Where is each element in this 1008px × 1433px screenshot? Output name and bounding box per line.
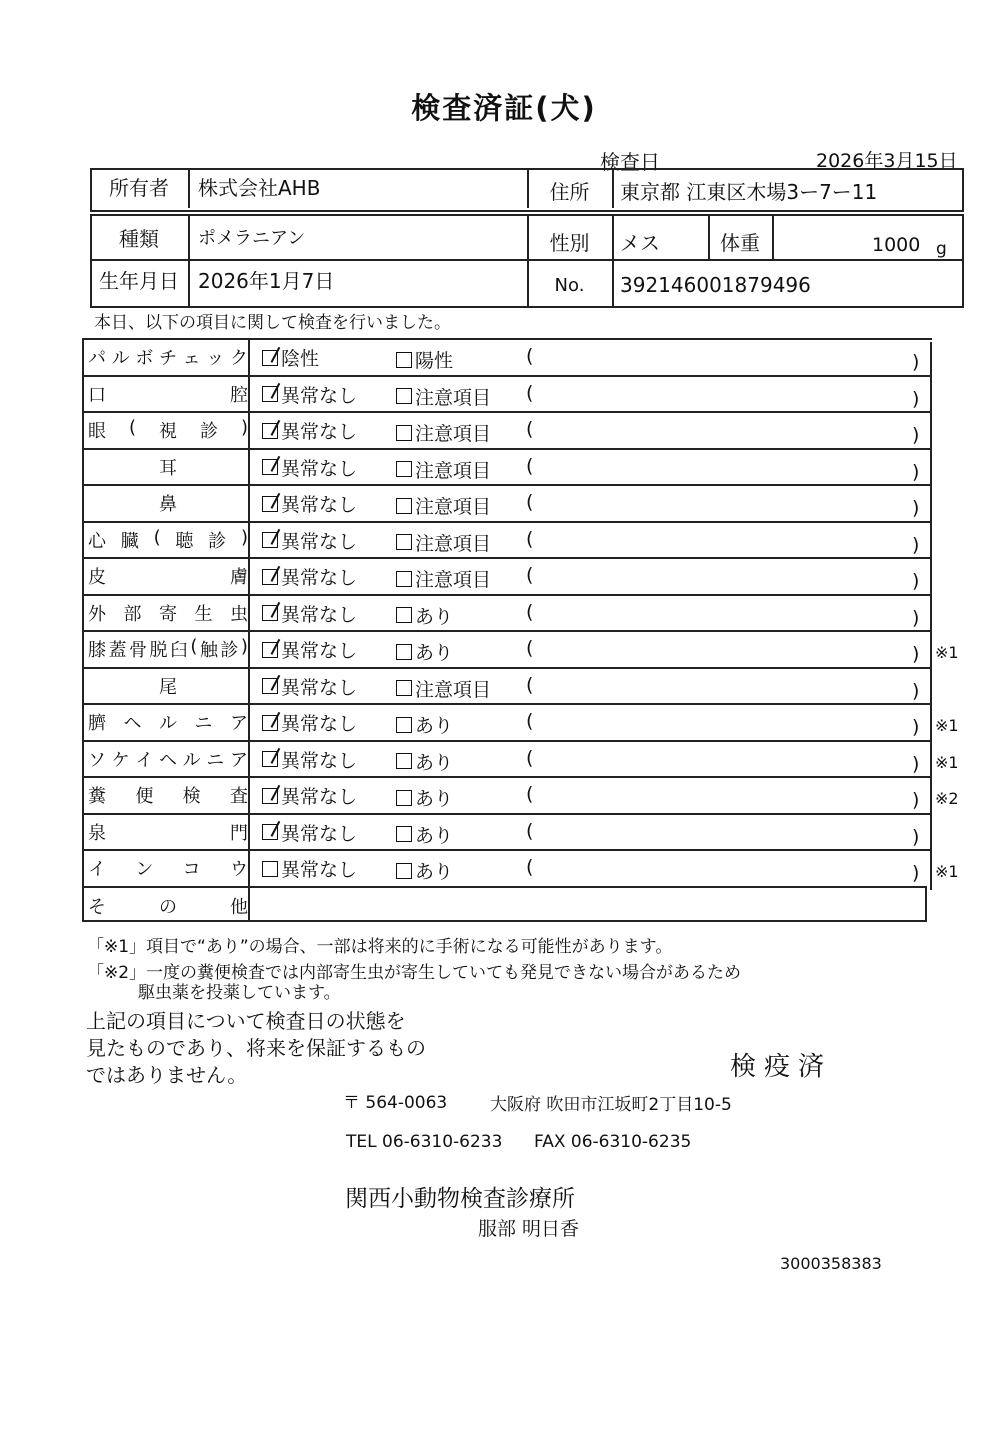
remark-open-paren: (: [526, 819, 534, 842]
checkbox-icon[interactable]: [262, 678, 278, 694]
document-number: 3000358383: [780, 1254, 882, 1273]
disclaimer-line-2: 見たものであり、将来を保証するもの: [86, 1036, 426, 1060]
remark-open-paren: (: [526, 673, 534, 696]
option-abnormal[interactable]: [396, 529, 491, 556]
footnote-1: 「※1」項目で“あり”の場合、一部は将来的に手術になる可能性があります。: [87, 937, 673, 957]
checkbox-icon[interactable]: [396, 863, 412, 879]
inspection-item-label: 膝 蓋 骨 脱 臼 ( 触 診 ): [88, 636, 248, 661]
option-normal-label: 異常なし: [281, 713, 358, 735]
option-abnormal[interactable]: [396, 638, 453, 665]
option-normal[interactable]: [262, 819, 357, 846]
checkbox-icon[interactable]: [396, 534, 412, 550]
checkbox-icon[interactable]: [396, 607, 412, 623]
option-normal[interactable]: [262, 636, 357, 663]
remark-close-paren: ): [912, 533, 920, 556]
checkbox-icon[interactable]: [396, 425, 412, 441]
inspection-date-value: 2026年3月15日: [816, 150, 958, 172]
clinic-address: 大阪府 吹田市江坂町2丁目10-5: [490, 1095, 732, 1115]
sex-value: メス: [620, 230, 660, 255]
doctor-name: 服部 明日香: [478, 1218, 580, 1240]
checkbox-icon[interactable]: [396, 352, 412, 368]
inspection-item-label: パ ル ボ チ ェ ッ ク: [88, 348, 248, 369]
option-abnormal-label: あり: [415, 642, 454, 664]
owner-label: 所有者: [109, 175, 169, 200]
weight-unit: g: [936, 239, 947, 259]
option-normal-label: 異常なし: [281, 640, 358, 662]
number-label: No.: [554, 274, 585, 296]
note-mark: ※1: [935, 752, 959, 772]
option-normal[interactable]: [262, 563, 357, 590]
remark-open-paren: (: [526, 783, 534, 805]
inspection-item-label: 臍 ヘ ル ニ ア: [88, 713, 248, 734]
inspection-item-label: ソ ケ イ ヘ ル ニ ア: [88, 749, 248, 771]
remark-open-paren: (: [526, 710, 534, 732]
option-abnormal[interactable]: [396, 784, 453, 811]
option-normal[interactable]: [262, 381, 357, 408]
remark-open-paren: (: [526, 418, 534, 440]
option-abnormal-label: あり: [415, 715, 454, 737]
option-abnormal-label: 注意項目: [415, 678, 492, 701]
option-abnormal[interactable]: [396, 857, 453, 884]
remark-close-paren: ): [912, 570, 920, 592]
weight-label: 体重: [720, 230, 760, 255]
option-abnormal-label: 注意項目: [415, 569, 492, 591]
inspection-item-label: 鼻: [159, 494, 177, 515]
checkbox-icon[interactable]: [262, 386, 278, 402]
remark-open-paren: (: [526, 491, 534, 513]
option-abnormal[interactable]: [396, 419, 491, 446]
option-normal-label: 異常なし: [281, 494, 358, 516]
checkbox-icon[interactable]: [396, 498, 412, 514]
checkbox-icon[interactable]: [396, 826, 412, 842]
note-mark: ※2: [935, 789, 959, 808]
option-normal[interactable]: [262, 527, 357, 554]
option-normal[interactable]: [262, 600, 357, 627]
remark-close-paren: ): [912, 643, 920, 665]
option-normal-label: 異常なし: [281, 603, 358, 626]
option-abnormal[interactable]: [396, 456, 491, 483]
option-normal-label: 異常なし: [281, 676, 358, 699]
remark-open-paren: (: [526, 564, 534, 586]
option-normal-label: 異常なし: [281, 457, 358, 480]
option-abnormal-label: あり: [415, 751, 454, 774]
remark-close-paren: ): [912, 789, 920, 811]
option-normal-label: 異常なし: [281, 530, 358, 553]
checkbox-icon[interactable]: [262, 350, 278, 366]
weight-value: 1000: [872, 234, 921, 256]
option-abnormal-label: あり: [415, 861, 454, 883]
note-mark: ※1: [935, 862, 959, 881]
checkbox-icon[interactable]: [262, 751, 278, 767]
option-abnormal[interactable]: [396, 565, 491, 592]
inspection-item-label: 耳: [159, 457, 177, 479]
birthdate-label: 生年月日: [99, 268, 179, 293]
remark-close-paren: ): [912, 424, 920, 446]
disclaimer-line-1: 上記の項目について検査日の状態を: [86, 1009, 406, 1033]
inspection-item-label: 泉 門: [88, 822, 248, 844]
option-normal[interactable]: [262, 454, 357, 481]
checkbox-icon[interactable]: [396, 388, 412, 404]
checkbox-icon[interactable]: [396, 753, 412, 769]
option-normal[interactable]: [262, 746, 357, 773]
disclaimer-line-3: ではありません。: [86, 1063, 248, 1087]
remark-close-paren: ): [912, 497, 920, 519]
checkbox-icon[interactable]: [262, 605, 278, 621]
note-mark: ※1: [935, 716, 959, 735]
remark-close-paren: ): [912, 387, 920, 410]
option-normal-label: 異常なし: [281, 421, 358, 443]
option-abnormal-label: 注意項目: [415, 459, 492, 482]
checkbox-icon[interactable]: [396, 717, 412, 733]
inspection-item-label: 外 部 寄 生 虫: [88, 603, 248, 625]
inspection-item-label: 尾: [159, 676, 177, 698]
option-normal[interactable]: [262, 344, 319, 371]
inspection-item-label: 糞 便 検 査: [88, 786, 248, 807]
option-abnormal-label: あり: [415, 605, 454, 628]
postal-code: 〒 564-0063: [343, 1093, 448, 1113]
intro-text: 本日、以下の項目に関して検査を行いました。: [94, 313, 451, 333]
checkbox-icon[interactable]: [262, 496, 278, 512]
option-normal[interactable]: [262, 709, 357, 736]
remark-open-paren: (: [526, 600, 534, 623]
checkbox-icon[interactable]: [396, 571, 412, 587]
address-label: 住所: [549, 179, 590, 204]
remark-close-paren: ): [912, 752, 920, 775]
inspection-item-label: 口 腔: [88, 384, 248, 406]
option-normal-label: 異常なし: [281, 567, 358, 589]
checkbox-icon[interactable]: [262, 532, 278, 548]
remark-open-paren: (: [526, 856, 534, 878]
remark-close-paren: ): [912, 825, 920, 848]
checkbox-icon[interactable]: [262, 642, 278, 658]
option-normal[interactable]: [262, 782, 357, 809]
remark-open-paren: (: [526, 527, 534, 550]
inspection-item-label: 心 臓 ( 聴 診 ): [88, 526, 248, 552]
clinic-name: 関西小動物検査診療所: [345, 1186, 575, 1212]
sex-label: 性別: [549, 230, 590, 255]
option-normal[interactable]: [262, 417, 357, 444]
remark-close-paren: ): [912, 460, 920, 483]
remark-close-paren: ): [912, 679, 920, 702]
option-normal-label: 異常なし: [281, 786, 358, 808]
birthdate-value: 2026年1月7日: [198, 268, 335, 293]
option-abnormal[interactable]: [396, 383, 491, 410]
breed-value: ポメラニアン: [198, 228, 306, 249]
checkbox-icon[interactable]: [262, 459, 278, 475]
checkbox-icon[interactable]: [262, 788, 278, 804]
other-label: そ の 他: [88, 897, 248, 918]
remark-close-paren: ): [912, 716, 920, 738]
option-abnormal[interactable]: [396, 602, 453, 629]
option-normal-label: 異常なし: [281, 749, 358, 772]
checkbox-icon[interactable]: [262, 423, 278, 439]
checkbox-icon[interactable]: [262, 861, 278, 877]
option-normal[interactable]: [262, 855, 357, 882]
option-abnormal-label: あり: [415, 788, 454, 810]
option-abnormal-label: 注意項目: [415, 496, 492, 518]
checkbox-icon[interactable]: [396, 680, 412, 696]
option-abnormal-label: 陽性: [415, 350, 454, 372]
option-abnormal[interactable]: [396, 675, 491, 702]
remark-open-paren: (: [526, 454, 534, 477]
remark-close-paren: ): [912, 351, 920, 373]
checkbox-icon[interactable]: [262, 715, 278, 731]
option-normal-label: 異常なし: [281, 859, 358, 881]
inspection-date-label: 検査日: [600, 150, 660, 174]
remark-open-paren: (: [526, 345, 534, 367]
remark-close-paren: ): [912, 862, 920, 884]
remark-open-paren: (: [526, 746, 534, 769]
option-abnormal-label: 注意項目: [415, 386, 492, 409]
option-abnormal[interactable]: [396, 346, 453, 373]
option-normal-label: 異常なし: [281, 822, 358, 845]
option-abnormal[interactable]: [396, 748, 453, 775]
checkbox-icon[interactable]: [396, 790, 412, 806]
option-abnormal-label: 注意項目: [415, 423, 492, 445]
remark-close-paren: ): [912, 606, 920, 629]
owner-value: 株式会社AHB: [198, 175, 321, 200]
inspection-item-label: イ ン コ ウ: [88, 859, 248, 880]
option-abnormal-label: あり: [415, 824, 454, 847]
clinic-tel: TEL 06-6310-6233: [346, 1132, 503, 1152]
footnote-2: 「※2」一度の糞便検査では内部寄生虫が寄生していても発見できない場合があるため: [87, 963, 742, 983]
option-normal-label: 陰性: [281, 348, 320, 370]
quarantine-stamp: 検疫済: [730, 1052, 833, 1082]
option-abnormal[interactable]: [396, 711, 453, 738]
clinic-fax: FAX 06-6310-6235: [534, 1132, 692, 1152]
option-abnormal[interactable]: [396, 492, 491, 519]
footnote-2-cont: 駆虫薬を投薬しています。: [138, 983, 341, 1003]
note-mark: ※1: [935, 643, 959, 662]
option-abnormal[interactable]: [396, 821, 453, 848]
option-normal[interactable]: [262, 673, 357, 700]
checkbox-icon[interactable]: [262, 824, 278, 840]
breed-label: 種類: [119, 226, 159, 251]
remark-open-paren: (: [526, 381, 534, 404]
checkbox-icon[interactable]: [262, 569, 278, 585]
remark-open-paren: (: [526, 637, 534, 659]
checkbox-icon[interactable]: [396, 644, 412, 660]
address-value: 東京都 江東区木場3ー7ー11: [620, 179, 878, 204]
page-title: 検査済証(犬): [411, 91, 597, 125]
option-abnormal-label: 注意項目: [415, 532, 492, 555]
inspection-item-label: 眼 ( 視 診 ): [88, 417, 248, 442]
checkbox-icon[interactable]: [396, 461, 412, 477]
inspection-item-label: 皮 膚: [88, 567, 248, 588]
option-normal-label: 異常なし: [281, 384, 358, 407]
option-normal[interactable]: [262, 490, 357, 517]
number-value: 392146001879496: [620, 273, 811, 297]
